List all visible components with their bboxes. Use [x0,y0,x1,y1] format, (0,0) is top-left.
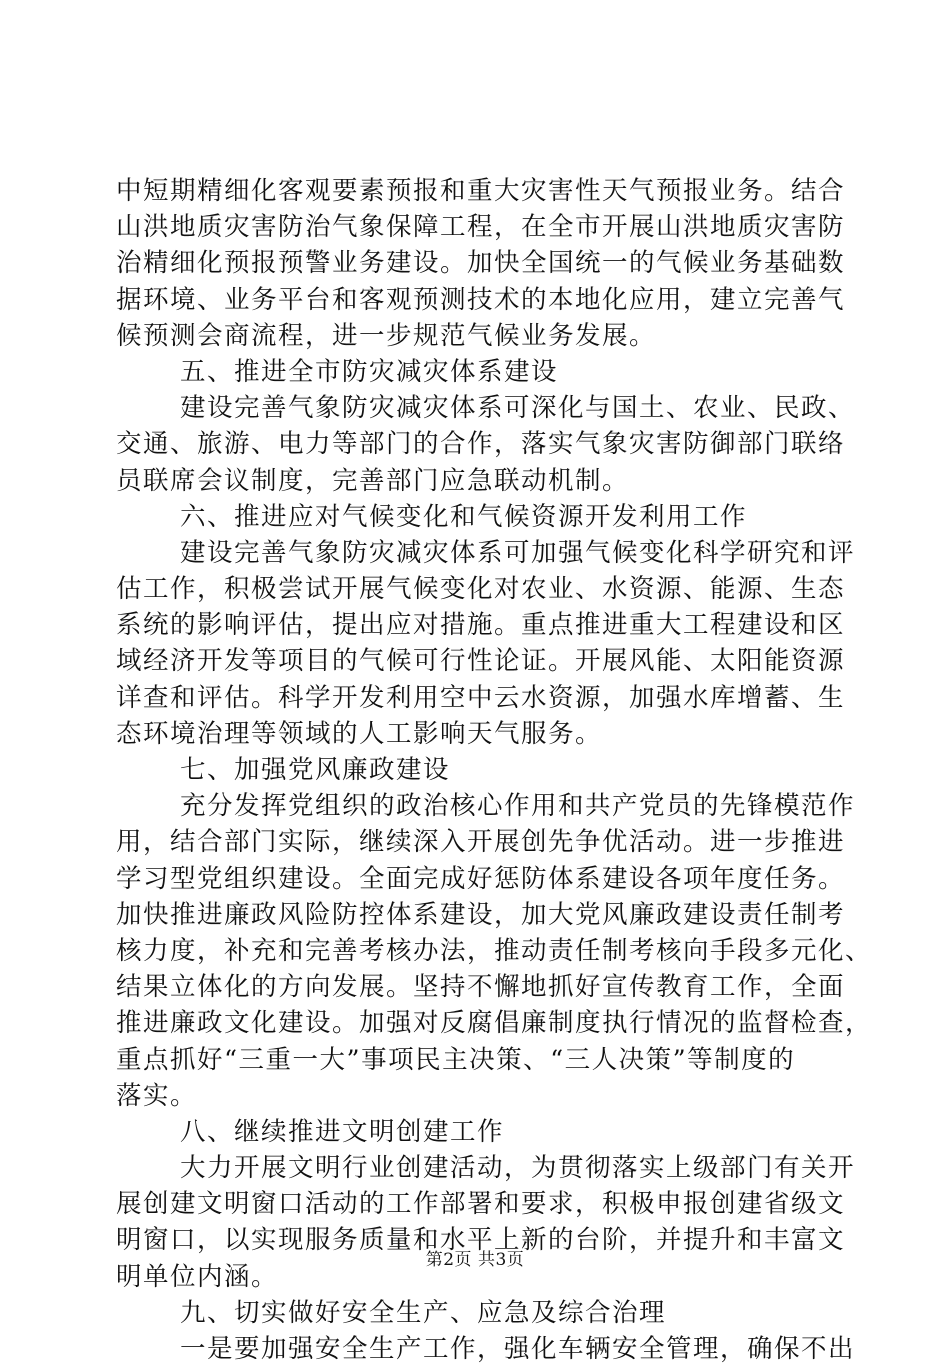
page-footer: 第2页 共3页 [425,1250,525,1270]
paragraph-line: 落实。 [116,1080,198,1111]
paragraph-line: 明窗口，以实现服务质量和水平上新的台阶，并提升和丰富文 [116,1225,846,1256]
paragraph-line: 展创建文明窗口活动的工作部署和要求，积极申报创建省级文 [116,1189,846,1220]
paragraph-line: 据环境、业务平台和客观预测技术的本地化应用，建立完善气 [116,284,846,315]
paragraph-line: 明单位内涵。 [116,1261,279,1292]
paragraph-line: 员联席会议制度，完善部门应急联动机制。 [116,465,630,496]
paragraph-line: 态环境治理等领域的人工影响天气服务。 [116,718,603,749]
paragraph-line: 建设完善气象防灾减灾体系可深化与国土、农业、民政、 [180,393,856,424]
document-body [116,173,873,1367]
paragraph-line: 中短期精细化客观要素预报和重大灾害性天气预报业务。结合 [116,176,846,206]
paragraph-line: 大力开展文明行业创建活动，为贯彻落实上级部门有关开 [180,1153,856,1184]
paragraph-line: 推进廉政文化建设。加强对反腐倡廉制度执行情况的监督检查， [116,1008,873,1039]
paragraph-line: 候预测会商流程，进一步规范气候业务发展。 [116,320,657,351]
paragraph-line: 结果立体化的方向发展。坚持不懈地抓好宣传教育工作，全面 [116,972,846,1003]
paragraph-line: 学习型党组织建设。全面完成好惩防体系建设各项年度任务。 [116,863,846,894]
paragraph-line: 加快推进廉政风险防控体系建设，加大党风廉政建设责任制考 [116,899,846,930]
paragraph-line: 核力度，补充和完善考核办法，推动责任制考核向手段多元化、 [116,935,873,966]
paragraph-line: 系统的影响评估，提出应对措施。重点推进重大工程建设和区 [116,610,846,641]
paragraph-line: 建设完善气象防灾减灾体系可加强气候变化科学研究和评 [180,537,856,568]
paragraph-line: 详查和评估。科学开发利用空中云水资源，加强水库增蓄、生 [116,682,846,713]
paragraph-line: 充分发挥党组织的政治核心作用和共产党员的先锋模范作 [180,791,856,822]
paragraph-line: 治精细化预报预警业务建设。加快全国统一的气候业务基础数 [116,248,846,279]
paragraph-line: 用，结合部门实际，继续深入开展创先争优活动。进一步推进 [116,827,846,858]
section-heading: 八、继续推进文明创建工作 [180,1116,505,1147]
section-heading: 五、推进全市防灾减灾体系建设 [180,356,559,387]
paragraph-line: 山洪地质灾害防治气象保障工程，在全市开展山洪地质灾害防 [116,212,846,243]
section-heading: 七、加强党风廉政建设 [180,755,451,785]
section-heading: 九、切实做好安全生产、应急及综合治理 [180,1297,667,1328]
paragraph-line: 一是要加强安全生产工作，强化车辆安全管理，确保不出 [180,1334,856,1364]
paragraph-line: 交通、旅游、电力等部门的合作，落实气象灾害防御部门联络 [116,429,846,460]
paragraph-line: 估工作，积极尝试开展气候变化对农业、水资源、能源、生态 [116,574,846,605]
section-heading: 六、推进应对气候变化和气候资源开发利用工作 [180,501,748,532]
paragraph-line: 域经济开发等项目的气候可行性论证。开展风能、太阳能资源 [116,646,846,677]
paragraph-line: 重点抓好“三重一大”事项民主决策、“三人决策”等制度的 [116,1044,796,1075]
